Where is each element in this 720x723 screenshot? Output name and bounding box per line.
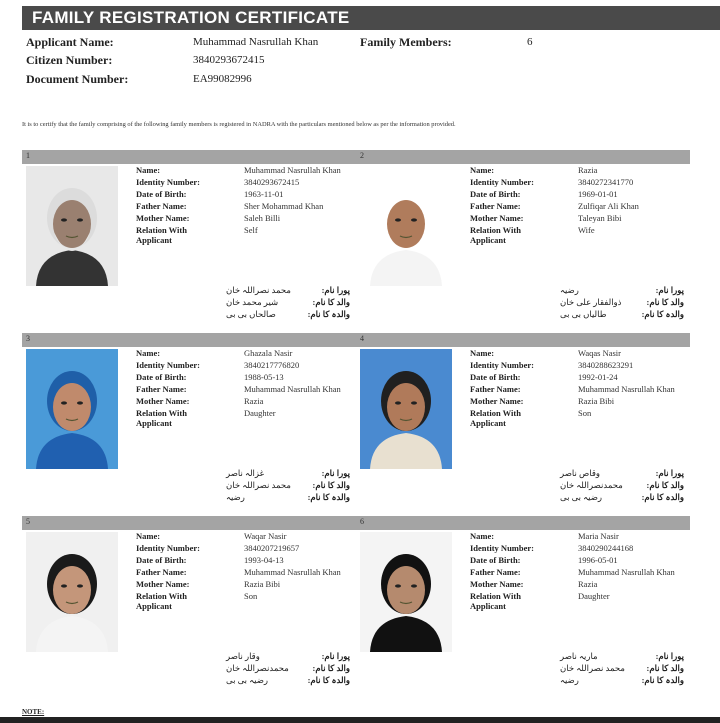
document-number-value: EA99082996 bbox=[193, 73, 252, 85]
urdu-name-label: پورا نام: bbox=[321, 651, 350, 661]
member-photo bbox=[360, 349, 452, 469]
urdu-father-label: والد کا نام: bbox=[312, 297, 350, 307]
urdu-mother-name: رضیہ bbox=[560, 675, 579, 685]
member-dob: 1988-05-13 bbox=[244, 372, 284, 382]
urdu-mother-label: والدہ کا نام: bbox=[307, 492, 350, 502]
father-label: Father Name: bbox=[470, 201, 521, 211]
father-label: Father Name: bbox=[470, 567, 521, 577]
urdu-details bbox=[470, 284, 684, 320]
urdu-father-name: محمد نصراللہ خان bbox=[226, 480, 291, 490]
dob-label: Date of Birth: bbox=[470, 555, 521, 565]
member-dob: 1963-11-01 bbox=[244, 189, 284, 199]
member-number: 1 bbox=[26, 151, 30, 160]
family-member-card bbox=[22, 516, 356, 692]
member-name: Waqar Nasir bbox=[244, 531, 287, 541]
member-relation: Daughter bbox=[244, 408, 276, 418]
member-details bbox=[136, 531, 354, 613]
dob-label: Date of Birth: bbox=[470, 372, 521, 382]
relation-label: Relation With Applicant bbox=[470, 225, 521, 245]
urdu-mother-label: والدہ کا نام: bbox=[307, 675, 350, 685]
mother-label: Mother Name: bbox=[136, 213, 190, 223]
mother-label: Mother Name: bbox=[470, 213, 524, 223]
member-mother-name: Razia bbox=[244, 396, 264, 406]
urdu-member-name: وقار ناصر bbox=[226, 651, 260, 661]
urdu-mother-label: والدہ کا نام: bbox=[641, 675, 684, 685]
urdu-name-label: پورا نام: bbox=[655, 651, 684, 661]
relation-label: Relation With Applicant bbox=[470, 408, 521, 428]
urdu-details bbox=[470, 650, 684, 686]
member-father-name: Muhammad Nasrullah Khan bbox=[244, 567, 341, 577]
member-number-bar bbox=[22, 516, 356, 530]
member-photo bbox=[26, 349, 118, 469]
family-member-card bbox=[22, 150, 356, 326]
member-mother-name: Razia bbox=[578, 579, 598, 589]
urdu-mother-name: رضیہ bbox=[226, 492, 245, 502]
identity-label: Identity Number: bbox=[470, 177, 534, 187]
urdu-name-label: پورا نام: bbox=[321, 285, 350, 295]
bottom-rule bbox=[0, 717, 720, 723]
member-relation: Son bbox=[244, 591, 258, 601]
urdu-mother-name: طالیاں بی بی bbox=[560, 309, 607, 319]
member-relation: Self bbox=[244, 225, 258, 235]
urdu-details bbox=[136, 284, 350, 320]
member-relation: Daughter bbox=[578, 591, 610, 601]
urdu-name-label: پورا نام: bbox=[655, 468, 684, 478]
relation-label: Relation With Applicant bbox=[470, 591, 521, 611]
member-number: 5 bbox=[26, 517, 30, 526]
member-number: 6 bbox=[360, 517, 364, 526]
dob-label: Date of Birth: bbox=[136, 372, 187, 382]
urdu-mother-name: رضیہ بی بی bbox=[560, 492, 603, 502]
member-identity-number: 3840293672415 bbox=[244, 177, 300, 187]
citizen-number-value: 3840293672415 bbox=[193, 54, 265, 66]
identity-label: Identity Number: bbox=[470, 360, 534, 370]
name-label: Name: bbox=[136, 165, 161, 175]
urdu-details bbox=[470, 467, 684, 503]
father-label: Father Name: bbox=[136, 384, 187, 394]
member-identity-number: 3840290244168 bbox=[578, 543, 634, 553]
urdu-father-label: والد کا نام: bbox=[646, 480, 684, 490]
urdu-mother-label: والدہ کا نام: bbox=[307, 309, 350, 319]
certificate-title: FAMILY REGISTRATION CERTIFICATE bbox=[32, 8, 350, 27]
applicant-name-value: Muhammad Nasrullah Khan bbox=[193, 36, 319, 48]
urdu-member-name: ماریہ ناصر bbox=[560, 651, 598, 661]
family-member-card bbox=[22, 333, 356, 509]
member-photo bbox=[360, 532, 452, 652]
member-name: Ghazala Nasir bbox=[244, 348, 293, 358]
urdu-member-name: غزالہ ناصر bbox=[226, 468, 265, 478]
member-number: 4 bbox=[360, 334, 364, 343]
family-member-card bbox=[356, 150, 690, 326]
note-label: NOTE: bbox=[22, 708, 45, 716]
member-number-bar bbox=[356, 516, 690, 530]
member-number-bar bbox=[22, 333, 356, 347]
urdu-mother-label: والدہ کا نام: bbox=[641, 309, 684, 319]
document-number-label: Document Number: bbox=[26, 72, 129, 86]
urdu-mother-label: والدہ کا نام: bbox=[641, 492, 684, 502]
father-label: Father Name: bbox=[136, 567, 187, 577]
certification-statement: It is to certify that the family comprising of the following family members is registered in NADRA with the particulars mentioned below as per the information provided. bbox=[22, 121, 456, 128]
name-label: Name: bbox=[470, 165, 495, 175]
urdu-father-name: محمد نصراللہ خان bbox=[560, 663, 625, 673]
family-members-label: Family Members: bbox=[360, 35, 452, 49]
name-label: Name: bbox=[470, 531, 495, 541]
certificate-title-bar bbox=[22, 6, 720, 30]
urdu-mother-name: صالحاں بی بی bbox=[226, 309, 276, 319]
relation-label: Relation With Applicant bbox=[136, 408, 187, 428]
urdu-father-label: والد کا نام: bbox=[312, 663, 350, 673]
urdu-member-name: وقاص ناصر bbox=[560, 468, 601, 478]
urdu-details bbox=[136, 650, 350, 686]
mother-label: Mother Name: bbox=[136, 396, 190, 406]
relation-label: Relation With Applicant bbox=[136, 225, 187, 245]
member-photo bbox=[360, 166, 452, 286]
member-name: Muhammad Nasrullah Khan bbox=[244, 165, 341, 175]
member-details bbox=[136, 348, 354, 430]
relation-label: Relation With Applicant bbox=[136, 591, 187, 611]
member-father-name: Muhammad Nasrullah Khan bbox=[578, 384, 675, 394]
urdu-father-name: شیر محمد خان bbox=[226, 297, 279, 307]
member-mother-name: Razia Bibi bbox=[578, 396, 615, 406]
member-number: 3 bbox=[26, 334, 30, 343]
dob-label: Date of Birth: bbox=[136, 555, 187, 565]
member-number-bar bbox=[22, 150, 356, 164]
member-number: 2 bbox=[360, 151, 364, 160]
urdu-father-name: ذوالفقار علی خان bbox=[560, 297, 622, 307]
member-details bbox=[470, 531, 688, 613]
applicant-name-label: Applicant Name: bbox=[26, 35, 114, 49]
member-father-name: Muhammad Nasrullah Khan bbox=[578, 567, 675, 577]
member-details bbox=[470, 165, 688, 247]
mother-label: Mother Name: bbox=[470, 396, 524, 406]
member-details bbox=[470, 348, 688, 430]
family-member-card bbox=[356, 333, 690, 509]
family-members-value: 6 bbox=[527, 36, 533, 48]
urdu-member-name: رضیہ bbox=[560, 285, 579, 295]
identity-label: Identity Number: bbox=[136, 543, 200, 553]
urdu-details bbox=[136, 467, 350, 503]
dob-label: Date of Birth: bbox=[470, 189, 521, 199]
member-identity-number: 3840272341770 bbox=[578, 177, 634, 187]
member-photo bbox=[26, 532, 118, 652]
member-number-bar bbox=[356, 333, 690, 347]
member-number-bar bbox=[356, 150, 690, 164]
urdu-member-name: محمد نصراللہ خان bbox=[226, 285, 291, 295]
member-name: Razia bbox=[578, 165, 598, 175]
member-dob: 1969-01-01 bbox=[578, 189, 618, 199]
member-dob: 1996-05-01 bbox=[578, 555, 618, 565]
member-mother-name: Taleyan Bibi bbox=[578, 213, 622, 223]
member-father-name: Sher Mohammad Khan bbox=[244, 201, 324, 211]
urdu-mother-name: رضیہ بی بی bbox=[226, 675, 269, 685]
urdu-father-label: والد کا نام: bbox=[312, 480, 350, 490]
member-relation: Son bbox=[578, 408, 592, 418]
name-label: Name: bbox=[470, 348, 495, 358]
name-label: Name: bbox=[136, 531, 161, 541]
identity-label: Identity Number: bbox=[136, 177, 200, 187]
member-father-name: Muhammad Nasrullah Khan bbox=[244, 384, 341, 394]
member-identity-number: 3840288623291 bbox=[578, 360, 634, 370]
urdu-father-name: محمدنصراللہ خان bbox=[560, 480, 623, 490]
urdu-father-name: محمدنصراللہ خان bbox=[226, 663, 289, 673]
urdu-name-label: پورا نام: bbox=[321, 468, 350, 478]
father-label: Father Name: bbox=[136, 201, 187, 211]
mother-label: Mother Name: bbox=[470, 579, 524, 589]
member-dob: 1993-04-13 bbox=[244, 555, 284, 565]
member-details bbox=[136, 165, 354, 247]
identity-label: Identity Number: bbox=[470, 543, 534, 553]
urdu-name-label: پورا نام: bbox=[655, 285, 684, 295]
member-dob: 1992-01-24 bbox=[578, 372, 618, 382]
member-relation: Wife bbox=[578, 225, 595, 235]
urdu-father-label: والد کا نام: bbox=[646, 297, 684, 307]
member-mother-name: Razia Bibi bbox=[244, 579, 281, 589]
citizen-number-label: Citizen Number: bbox=[26, 53, 113, 67]
name-label: Name: bbox=[136, 348, 161, 358]
mother-label: Mother Name: bbox=[136, 579, 190, 589]
member-identity-number: 3840207219657 bbox=[244, 543, 300, 553]
father-label: Father Name: bbox=[470, 384, 521, 394]
member-name: Waqas Nasir bbox=[578, 348, 621, 358]
member-name: Maria Nasir bbox=[578, 531, 619, 541]
dob-label: Date of Birth: bbox=[136, 189, 187, 199]
urdu-father-label: والد کا نام: bbox=[646, 663, 684, 673]
member-father-name: Zulfiqar Ali Khan bbox=[578, 201, 639, 211]
member-photo bbox=[26, 166, 118, 286]
member-mother-name: Saleh Billi bbox=[244, 213, 281, 223]
member-identity-number: 3840217776820 bbox=[244, 360, 300, 370]
identity-label: Identity Number: bbox=[136, 360, 200, 370]
family-member-card bbox=[356, 516, 690, 692]
